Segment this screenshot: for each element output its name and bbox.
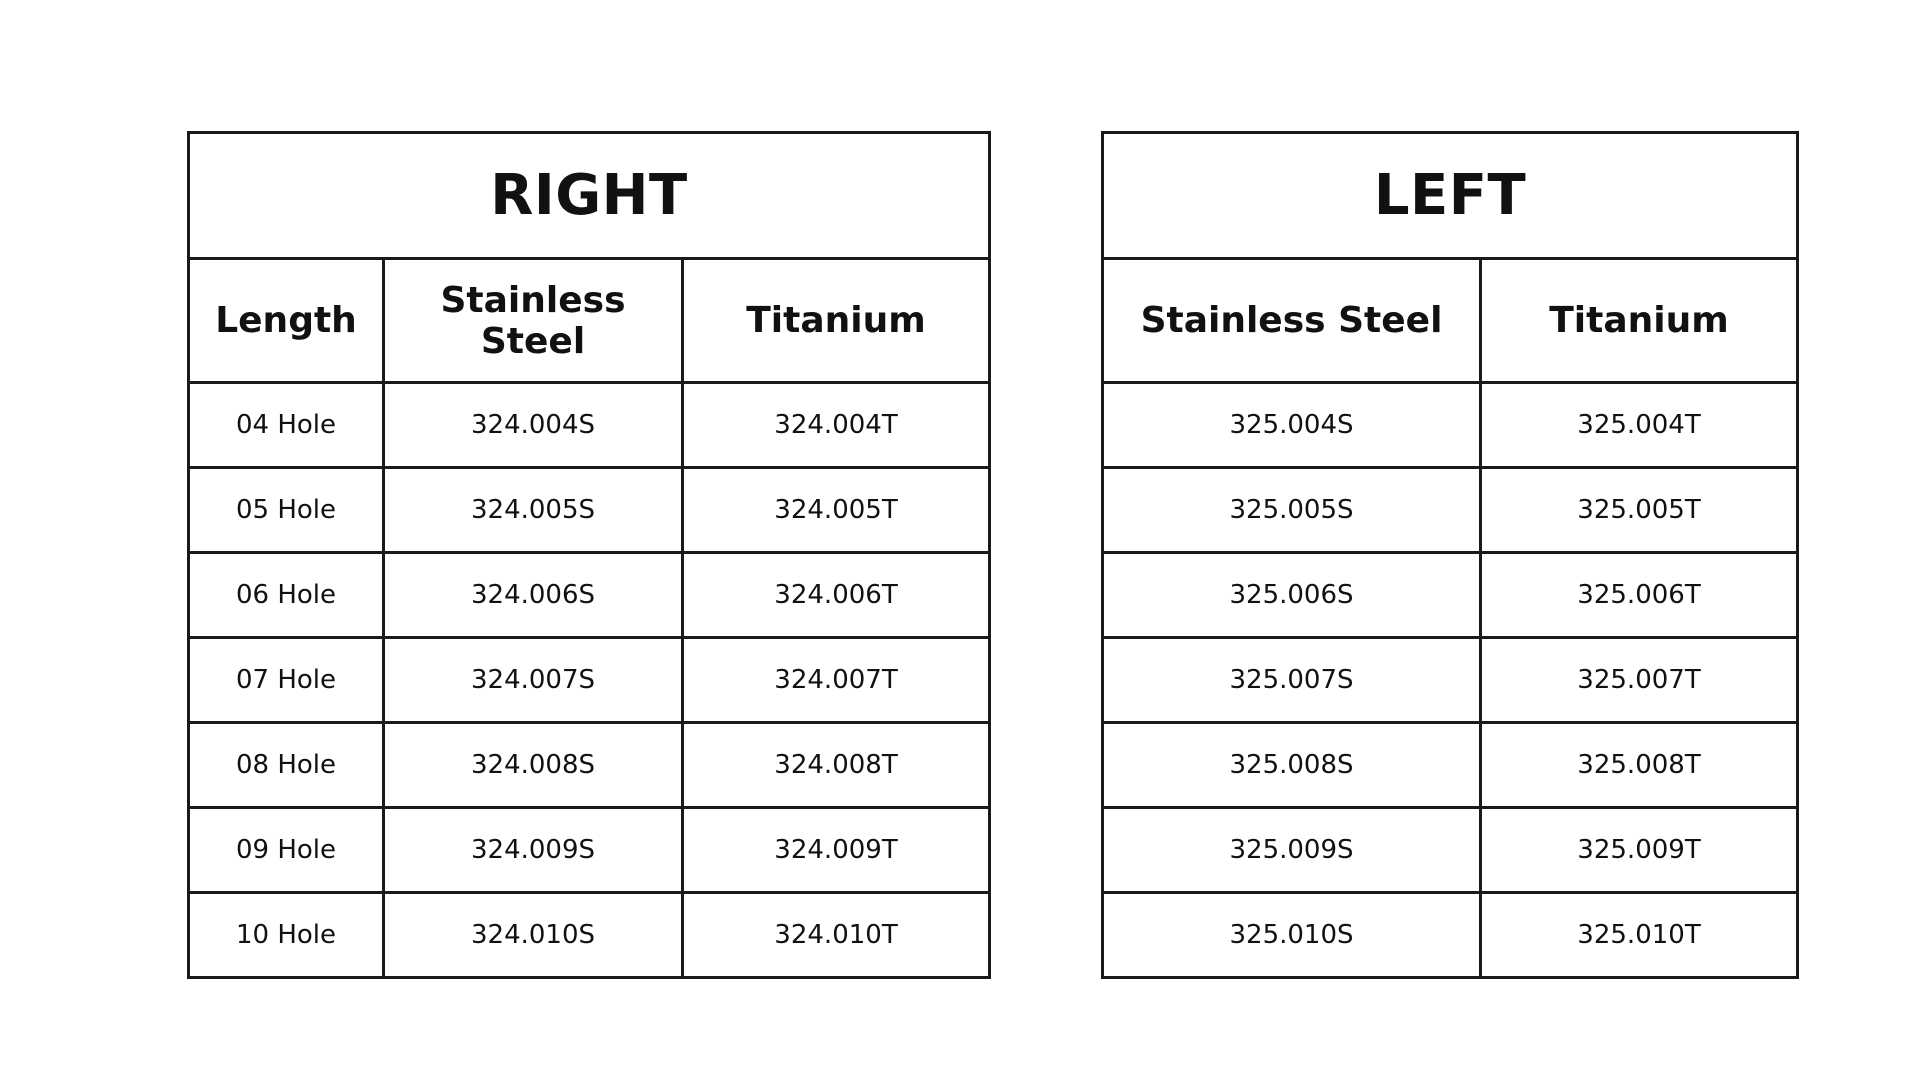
titanium-cell: 325.008T bbox=[1481, 723, 1798, 808]
titanium-cell: 324.005T bbox=[683, 468, 990, 553]
length-cell: 06 Hole bbox=[189, 553, 384, 638]
right-table bbox=[187, 131, 991, 979]
table-row bbox=[189, 808, 990, 893]
stainless-steel-cell: 324.010S bbox=[384, 893, 683, 978]
column-header-titanium: Titanium bbox=[1481, 259, 1798, 383]
table-row bbox=[1103, 468, 1798, 553]
stainless-steel-cell: 324.009S bbox=[384, 808, 683, 893]
length-cell: 05 Hole bbox=[189, 468, 384, 553]
table-row bbox=[1103, 893, 1798, 978]
titanium-cell: 324.010T bbox=[683, 893, 990, 978]
titanium-cell: 324.004T bbox=[683, 383, 990, 468]
left-title-row bbox=[1103, 133, 1798, 259]
length-cell: 07 Hole bbox=[189, 638, 384, 723]
column-header-stainless-steel: Stainless Steel bbox=[1103, 259, 1481, 383]
right-table-title: RIGHT bbox=[189, 133, 990, 259]
stainless-steel-cell: 324.004S bbox=[384, 383, 683, 468]
stainless-steel-cell: 325.006S bbox=[1103, 553, 1481, 638]
table-row bbox=[189, 383, 990, 468]
stainless-steel-cell: 324.005S bbox=[384, 468, 683, 553]
column-header-titanium: Titanium bbox=[683, 259, 990, 383]
column-header-stainless-steel: Stainless Steel bbox=[384, 259, 683, 383]
length-cell: 04 Hole bbox=[189, 383, 384, 468]
stainless-steel-cell: 325.005S bbox=[1103, 468, 1481, 553]
table-row bbox=[1103, 723, 1798, 808]
table-row bbox=[1103, 383, 1798, 468]
stainless-steel-cell: 325.004S bbox=[1103, 383, 1481, 468]
length-cell: 10 Hole bbox=[189, 893, 384, 978]
table-row bbox=[189, 553, 990, 638]
right-header-row bbox=[189, 259, 990, 383]
stainless-steel-cell: 325.010S bbox=[1103, 893, 1481, 978]
titanium-cell: 325.010T bbox=[1481, 893, 1798, 978]
titanium-cell: 325.004T bbox=[1481, 383, 1798, 468]
titanium-cell: 325.007T bbox=[1481, 638, 1798, 723]
right-title-row bbox=[189, 133, 990, 259]
table-row bbox=[189, 468, 990, 553]
stainless-steel-cell: 325.008S bbox=[1103, 723, 1481, 808]
table-row bbox=[189, 638, 990, 723]
stainless-steel-cell: 324.006S bbox=[384, 553, 683, 638]
titanium-cell: 325.009T bbox=[1481, 808, 1798, 893]
left-table bbox=[1101, 131, 1799, 979]
length-cell: 09 Hole bbox=[189, 808, 384, 893]
titanium-cell: 324.006T bbox=[683, 553, 990, 638]
length-cell: 08 Hole bbox=[189, 723, 384, 808]
left-header-row bbox=[1103, 259, 1798, 383]
table-row bbox=[189, 723, 990, 808]
stainless-steel-cell: 324.008S bbox=[384, 723, 683, 808]
stainless-steel-cell: 325.007S bbox=[1103, 638, 1481, 723]
titanium-cell: 325.006T bbox=[1481, 553, 1798, 638]
left-table-title: LEFT bbox=[1103, 133, 1798, 259]
titanium-cell: 324.008T bbox=[683, 723, 990, 808]
stainless-steel-cell: 324.007S bbox=[384, 638, 683, 723]
table-row bbox=[1103, 808, 1798, 893]
stainless-steel-cell: 325.009S bbox=[1103, 808, 1481, 893]
titanium-cell: 325.005T bbox=[1481, 468, 1798, 553]
table-row bbox=[1103, 638, 1798, 723]
table-row bbox=[189, 893, 990, 978]
column-header-length: Length bbox=[189, 259, 384, 383]
titanium-cell: 324.009T bbox=[683, 808, 990, 893]
table-row bbox=[1103, 553, 1798, 638]
titanium-cell: 324.007T bbox=[683, 638, 990, 723]
